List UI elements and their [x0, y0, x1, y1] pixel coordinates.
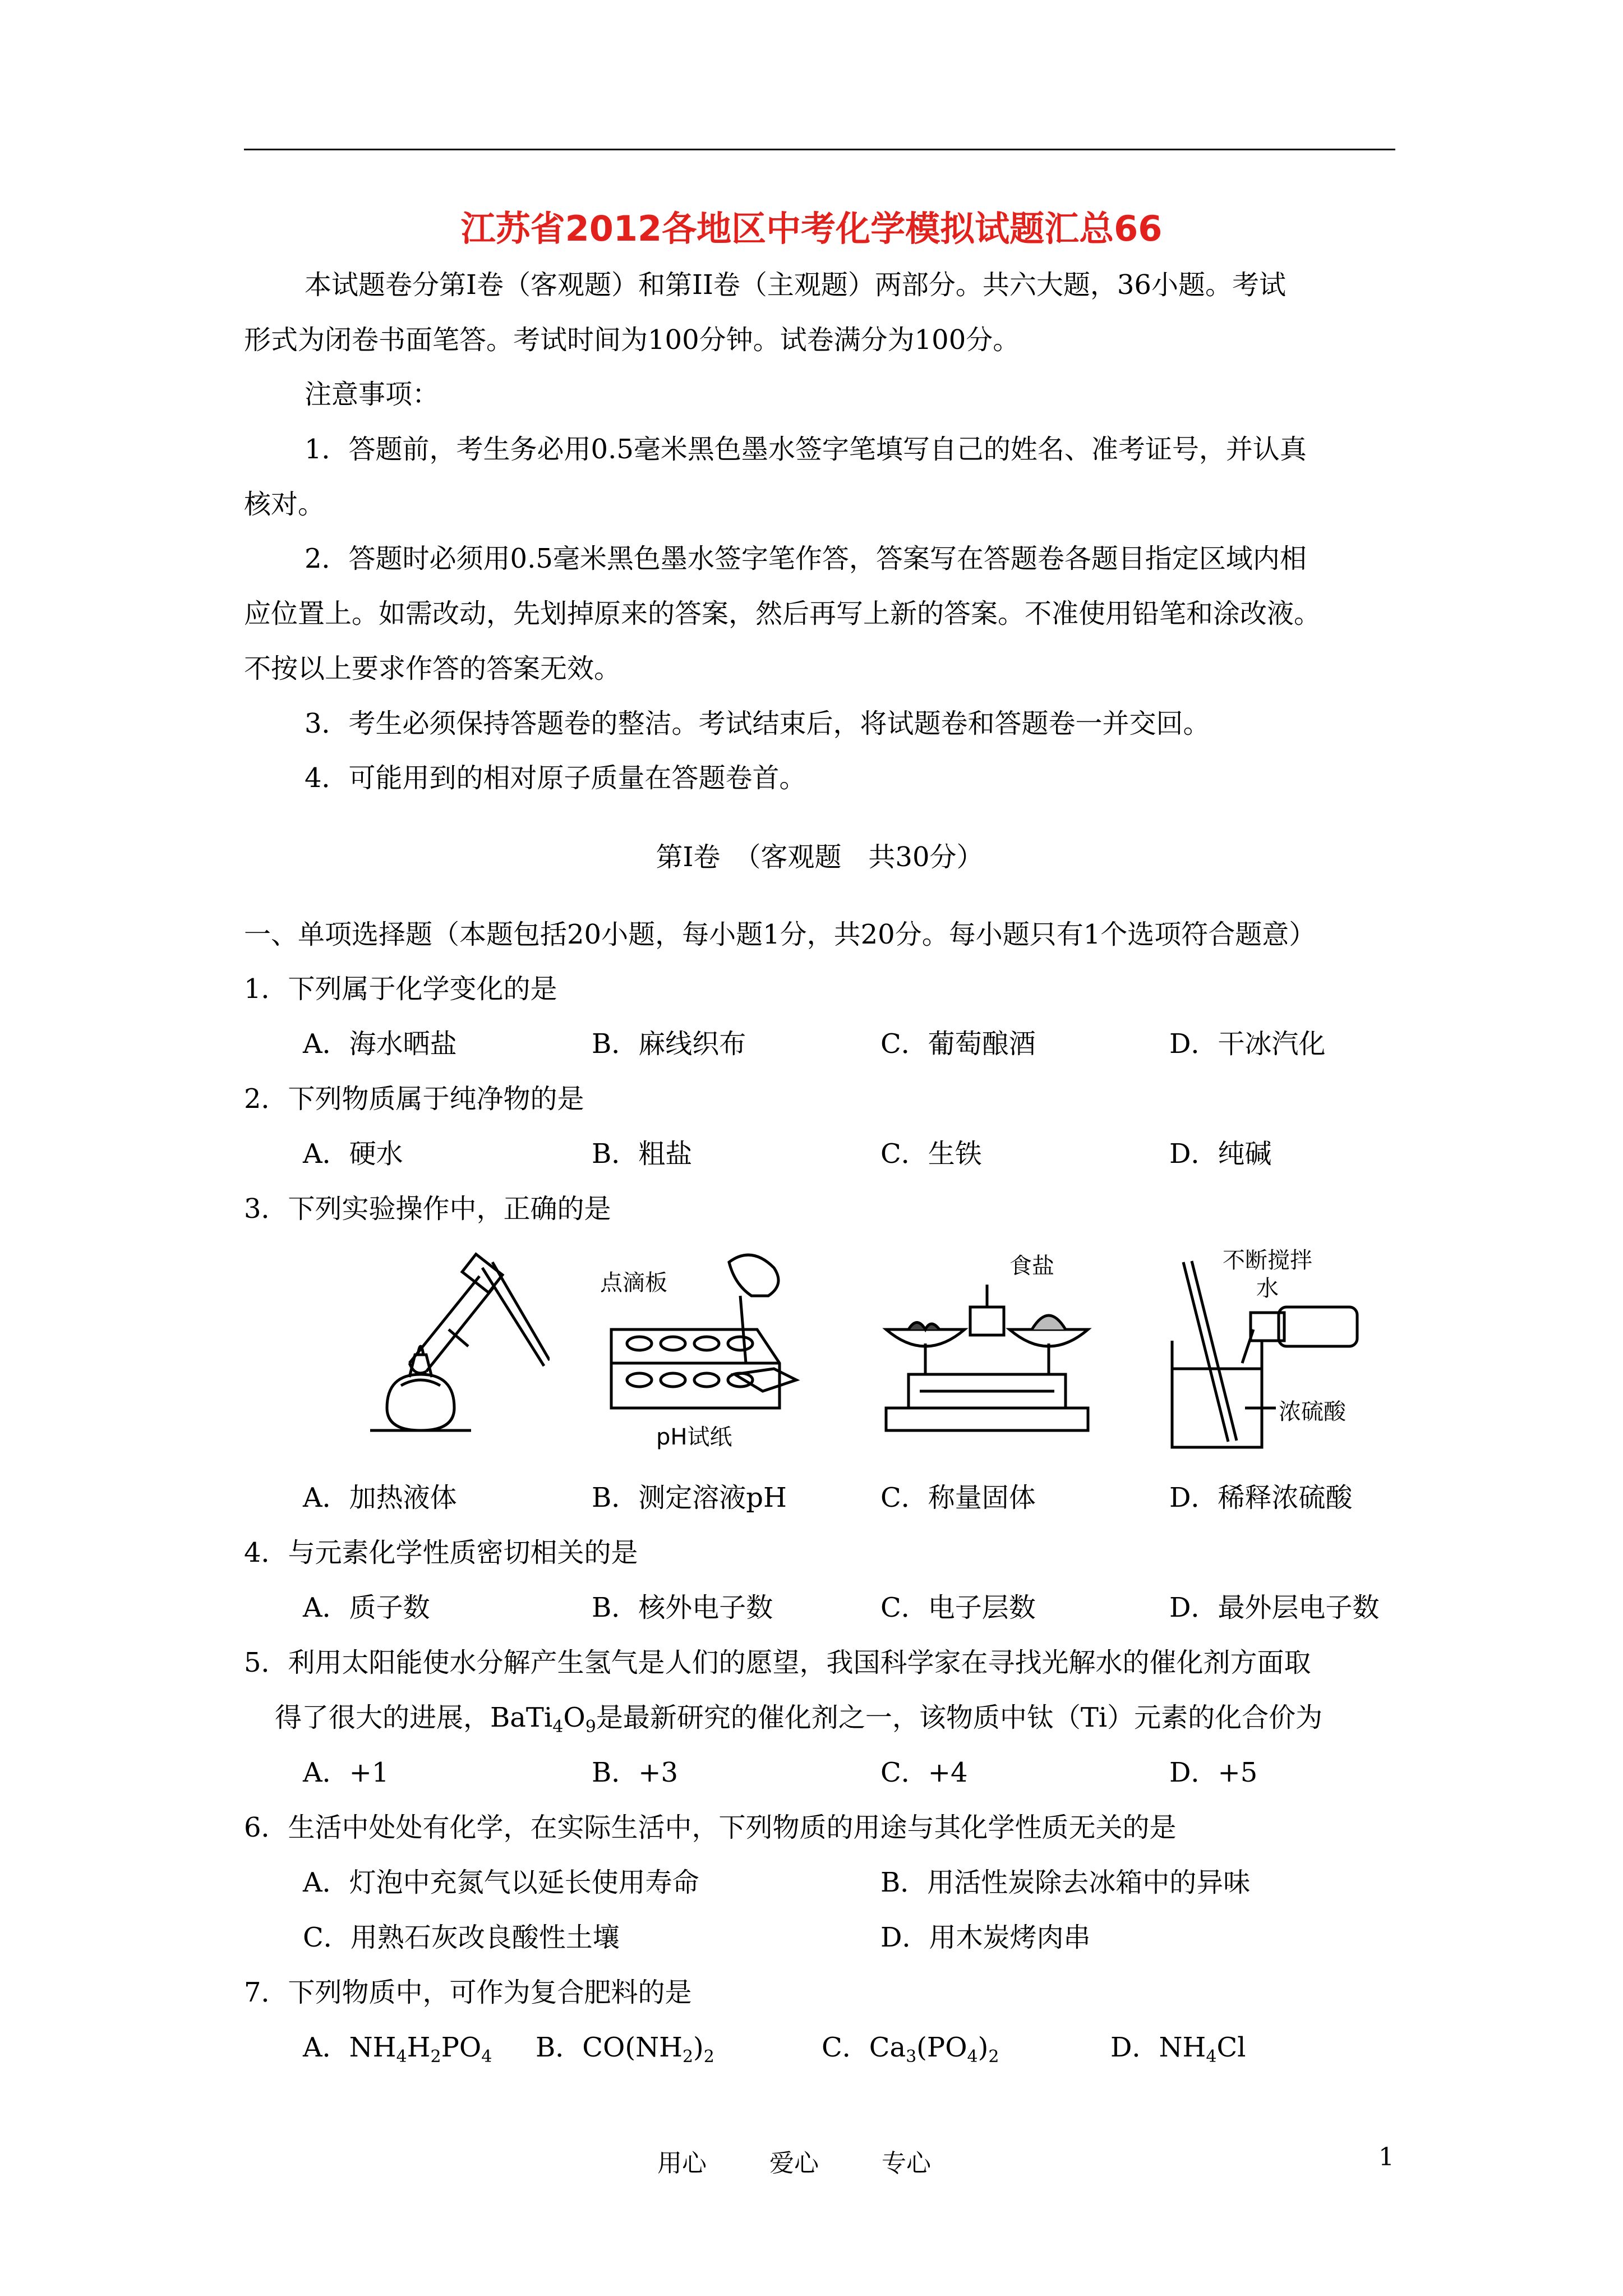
- q4-option-a: A．质子数: [303, 1592, 430, 1623]
- q5-option-a: A．+1: [303, 1757, 389, 1788]
- q7-option-c: C．$Ca_3(PO_4)_2$: [822, 2032, 999, 2067]
- notice-item-2-cont2: 不按以上要求作答的答案无效。: [244, 653, 621, 684]
- q1-option-b: B．麻线织布: [592, 1028, 746, 1060]
- q1-option-d: D．干冰汽化: [1169, 1028, 1326, 1060]
- label-salt: 食盐: [1009, 1253, 1054, 1279]
- label-conc-acid: 浓硫酸: [1279, 1399, 1346, 1425]
- q4-option-c: C．电子层数: [880, 1592, 1036, 1623]
- q1-option-c: C．葡萄酿酒: [880, 1028, 1036, 1060]
- q3-option-c: C．称量固体: [880, 1482, 1036, 1513]
- notice-item-1: 1．答题前，考生务必用0.5毫米黑色墨水签字笔填写自己的姓名、准考证号，并认真: [305, 434, 1307, 465]
- q7-option-d: D．$NH_4Cl$: [1110, 2032, 1246, 2067]
- page-title: 江苏省2012各地区中考化学模拟试题汇总66: [460, 208, 1163, 249]
- intro-line-1: 本试题卷分第Ⅰ卷（客观题）和第II卷（主观题）两部分。共六大题，36小题。考试: [305, 269, 1286, 301]
- figure-ph-test: [589, 1245, 802, 1458]
- footer-text-1: 用心: [657, 2149, 707, 2178]
- page-number: 1: [1378, 2143, 1394, 2171]
- q6-option-d: D．用木炭烤肉串: [880, 1922, 1091, 1953]
- notice-item-1-cont: 核对。: [244, 489, 325, 520]
- intro-line-2: 形式为闭卷书面笔答。考试时间为100分钟。试卷满分为100分。: [244, 324, 1020, 356]
- question-1-stem: 1．下列属于化学变化的是: [244, 973, 557, 1005]
- part1-heading: 一、单项选择题（本题包括20小题，每小题1分，共20分。每小题只有1个选项符合题意）: [244, 919, 1316, 950]
- q6-option-c: C．用熟石灰改良酸性土壤: [303, 1922, 620, 1953]
- q4-option-b: B．核外电子数: [592, 1592, 773, 1623]
- q1-option-a: A．海水晒盐: [303, 1028, 457, 1060]
- question-6-stem: 6．生活中处处有化学，在实际生活中，下列物质的用途与其化学性质无关的是: [244, 1812, 1177, 1843]
- figure-weighing: [875, 1245, 1099, 1458]
- label-drop-plate: 点滴板: [600, 1270, 667, 1296]
- label-ph-paper: pH试纸: [656, 1424, 732, 1450]
- notice-item-3: 3．考生必须保持答题卷的整洁。考试结束后，将试题卷和答题卷一并交回。: [305, 708, 1210, 739]
- q3-option-a: A．加热液体: [303, 1482, 457, 1513]
- notice-item-2: 2．答题时必须用0.5毫米黑色墨水签字笔作答，答案写在答题卷各题目指定区域内相: [305, 543, 1307, 574]
- q6-option-a: A．灯泡中充氮气以延长使用寿命: [303, 1867, 699, 1898]
- q7-option-a: A．$NH_4H_2PO_4$: [303, 2032, 492, 2067]
- notice-item-2-cont: 应位置上。如需改动，先划掉原来的答案，然后再写上新的答案。不准使用铅笔和涂改液。: [244, 598, 1321, 629]
- q2-option-c: C．生铁: [880, 1138, 982, 1170]
- footer-text-3: 专心: [882, 2149, 931, 2178]
- section-title: 第Ⅰ卷 （客观题 共30分）: [656, 841, 984, 873]
- question-3-stem: 3．下列实验操作中，正确的是: [244, 1193, 611, 1225]
- q7-option-b: B．$CO(NH_2)_2$: [536, 2032, 714, 2067]
- footer-text-2: 爱心: [769, 2149, 819, 2178]
- question-5-stem: 5．利用太阳能使水分解产生氢气是人们的愿望，我国科学家在寻找光解水的催化剂方面取: [244, 1647, 1311, 1678]
- header-rule: [244, 149, 1395, 150]
- q5-option-d: D．+5: [1169, 1757, 1258, 1788]
- q2-option-b: B．粗盐: [592, 1138, 693, 1170]
- q3-option-b: B．测定溶液pH: [592, 1482, 787, 1513]
- question-7-stem: 7．下列物质中，可作为复合肥料的是: [244, 1977, 692, 2008]
- notice-heading: 注意事项：: [305, 379, 440, 410]
- q3-figures: [303, 1245, 1368, 1458]
- figure-dilution: [1161, 1245, 1368, 1458]
- notice-item-4: 4．可能用到的相对原子质量在答题卷首。: [305, 762, 806, 794]
- q5-option-b: B．+3: [592, 1757, 679, 1788]
- q4-option-d: D．最外层电子数: [1169, 1592, 1380, 1623]
- q5-option-c: C．+4: [880, 1757, 968, 1788]
- question-5-stem-cont: 得了很大的进展，$BaTi_4O_9$是最新研究的催化剂之一，该物质中钛（Ti）元素的化合价为: [275, 1702, 1323, 1737]
- figure-heating-liquid: [348, 1245, 550, 1458]
- label-water: 水: [1256, 1276, 1279, 1301]
- label-stirring: 不断搅拌: [1223, 1248, 1312, 1273]
- q6-option-b: B．用活性炭除去冰箱中的异味: [880, 1867, 1251, 1898]
- q3-option-d: D．稀释浓硫酸: [1169, 1482, 1353, 1513]
- q2-option-a: A．硬水: [303, 1138, 403, 1170]
- q2-option-d: D．纯碱: [1169, 1138, 1272, 1170]
- question-2-stem: 2．下列物质属于纯净物的是: [244, 1083, 584, 1115]
- question-4-stem: 4．与元素化学性质密切相关的是: [244, 1537, 638, 1568]
